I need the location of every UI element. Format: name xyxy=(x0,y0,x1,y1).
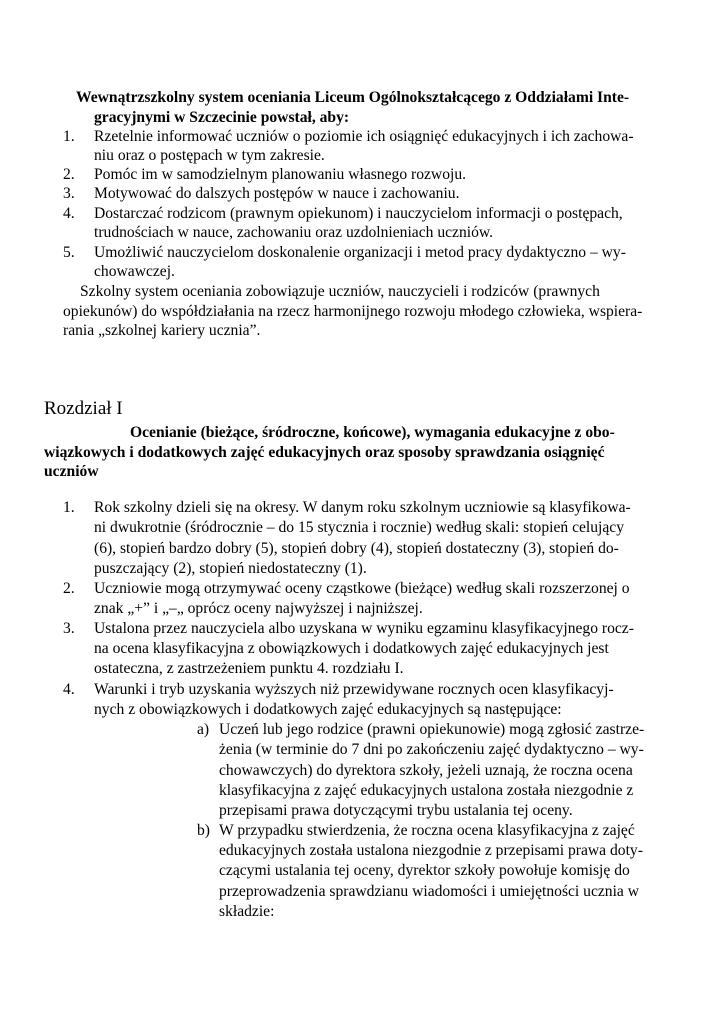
intro-closing-line: Szkolny system oceniania zobowiązuje uczniów, nauczycieli i rodziców (prawnych xyxy=(80,283,600,300)
intro-closing-line: rania „szkolnej kariery ucznia”. xyxy=(63,322,261,339)
chapter-item-2-text: Uczniowie mogą otrzymywać oceny cząstkowe (bieżące) według skali rozszerzonej o xyxy=(94,580,630,597)
chapter-item-4-text: nych z obowiązkowych i dodatkowych zajęć edukacyjnych są następujące: xyxy=(94,701,562,718)
chapter-item-1-text: Rok szkolny dzieli się na okresy. W danym roku szkolnym uczniowie są klasyfikowa- xyxy=(94,499,631,516)
subitem-b-text: edukacyjnych została ustalona niezgodnie z przepisami prawa doty- xyxy=(219,842,643,859)
subitem-a-text: chowawczych) do dyrektora szkoły, jeżeli uznają, że roczna ocena xyxy=(219,762,633,779)
subitem-a-text: żenia (w terminie do 7 dni po zakończeniu zajęć dydaktyczno – wy- xyxy=(219,741,644,758)
intro-title-line-1: Wewnątrzszkolny system oceniania Liceum Ogólnokształcącego z Oddziałami Inte- xyxy=(76,89,630,106)
chapter-item-1-text: ni dwukrotnie (śródrocznie – do 15 stycznia i rocznie) według skali: stopień celujący xyxy=(94,519,625,536)
subitem-b-text: przeprowadzenia sprawdzianu wiadomości i umiejętności ucznia w xyxy=(219,883,640,900)
intro-item-5-number: 5. xyxy=(63,244,75,261)
chapter-title-line-2: wiązkowych i dodatkowych zajęć edukacyjnych oraz sposoby sprawdzania osiągnięć xyxy=(44,444,605,461)
subitem-b-label: b) xyxy=(197,822,210,839)
chapter-item-1-text: (6), stopień bardzo dobry (5), stopień dobry (4), stopień dostateczny (3), stopień do- xyxy=(94,540,619,557)
chapter-item-3-number: 3. xyxy=(63,620,75,637)
subitem-b-text: czącymi ustalania tej oceny, dyrektor szkoły powołuje komisję do xyxy=(219,862,630,879)
intro-item-4-number: 4. xyxy=(63,205,75,222)
subitem-a-label: a) xyxy=(197,721,210,738)
chapter-title-line-1: Ocenianie (bieżące, śródroczne, końcowe), wymagania edukacyjne z obo- xyxy=(130,424,615,441)
chapter-label: Rozdział I xyxy=(44,398,123,419)
subitem-b-text: składzie: xyxy=(219,903,275,920)
intro-item-4-text: Dostarczać rodzicom (prawnym opiekunom) i nauczycielom informacji o postępach, xyxy=(94,205,623,222)
chapter-item-2-text: znak „+” i „–„ oprócz oceny najwyższej i najniższej. xyxy=(94,600,423,617)
chapter-item-1-number: 1. xyxy=(63,499,75,516)
intro-item-5-text: Umożliwić nauczycielom doskonalenie organizacji i metod pracy dydaktyczno – wy- xyxy=(94,244,626,261)
intro-item-3-number: 3. xyxy=(63,185,75,202)
chapter-item-4-number: 4. xyxy=(63,681,75,698)
chapter-item-1-text: puszczający (2), stopień niedostateczny (1). xyxy=(94,560,367,577)
chapter-item-3-text: ostateczna, z zastrzeżeniem punktu 4. rozdziału I. xyxy=(94,660,404,677)
chapter-item-4-text: Warunki i tryb uzyskania wyższych niż przewidywane rocznych ocen klasyfikacyj- xyxy=(94,681,614,698)
chapter-item-3-text: Ustalona przez nauczyciela albo uzyskana w wyniku egzaminu klasyfikacyjnego rocz- xyxy=(94,620,634,637)
chapter-item-3-text: na ocena klasyfikacyjna z obowiązkowych i dodatkowych zajęć edukacyjnych jest xyxy=(94,640,609,657)
intro-title-line-2: gracyjnymi w Szczecinie powstał, aby: xyxy=(94,109,350,126)
intro-item-4-text: trudnościach w nauce, zachowaniu oraz uzdolnieniach uczniów. xyxy=(94,224,494,241)
chapter-item-2-number: 2. xyxy=(63,580,75,597)
intro-item-1-number: 1. xyxy=(63,128,75,145)
intro-item-1-text: niu oraz o postępach w tym zakresie. xyxy=(94,147,325,164)
intro-item-2-number: 2. xyxy=(63,166,75,183)
chapter-title-line-3: uczniów xyxy=(44,463,99,480)
subitem-b-text: W przypadku stwierdzenia, że roczna ocena klasyfikacyjna z zajęć xyxy=(219,822,635,839)
intro-item-5-text: chowawczej. xyxy=(94,263,175,280)
intro-item-1-text: Rzetelnie informować uczniów o poziomie ich osiągnięć edukacyjnych i ich zachowa- xyxy=(94,128,634,145)
subitem-a-text: Uczeń lub jego rodzice (prawni opiekunowie) mogą zgłosić zastrze- xyxy=(219,721,645,738)
intro-item-3-text: Motywować do dalszych postępów w nauce i zachowaniu. xyxy=(94,185,460,202)
intro-item-2-text: Pomóc im w samodzielnym planowaniu własnego rozwoju. xyxy=(94,166,467,183)
subitem-a-text: klasyfikacyjna z zajęć edukacyjnych ustalona została niezgodnie z xyxy=(219,782,634,799)
subitem-a-text: przepisami prawa dotyczącymi trybu ustalania tej oceny. xyxy=(219,802,573,819)
intro-closing-line: opiekunów) do współdziałania na rzecz harmonijnego rozwoju młodego człowieka, wspiera- xyxy=(63,303,643,320)
